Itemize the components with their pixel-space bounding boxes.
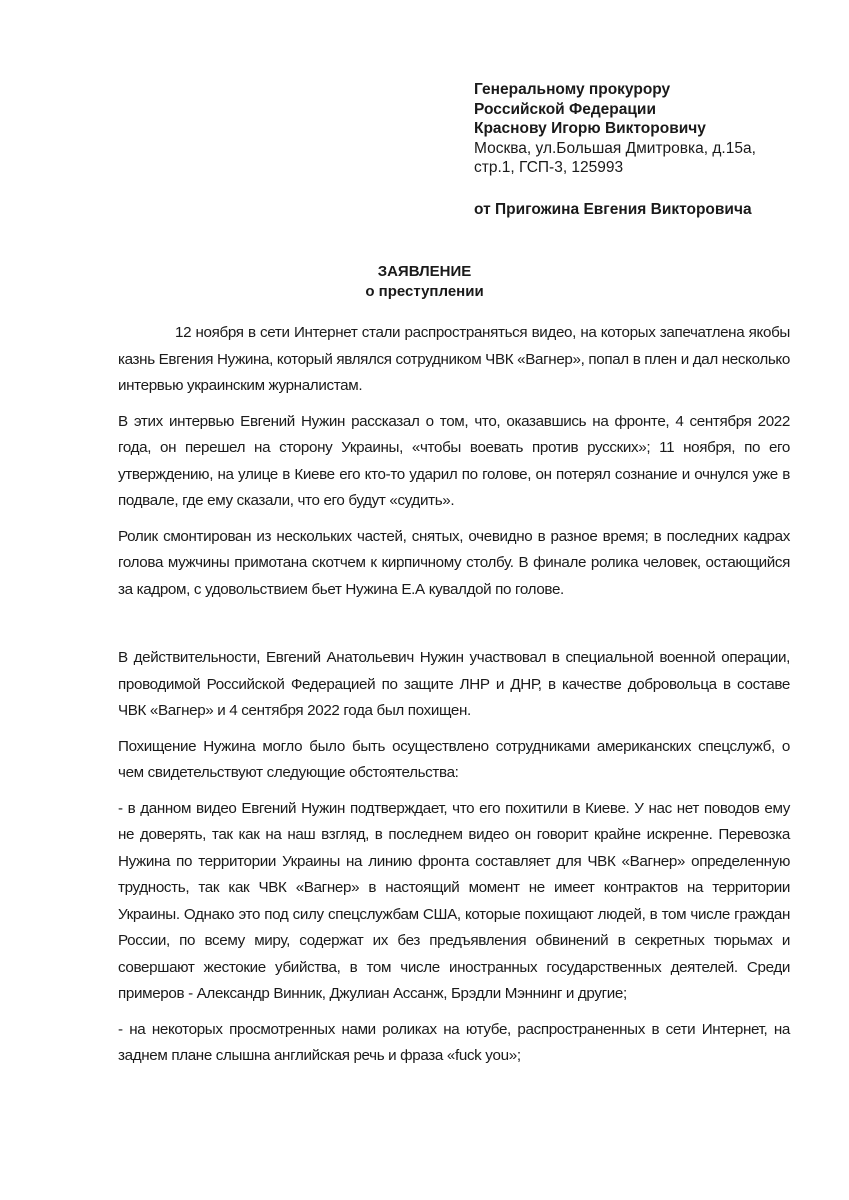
addressee-address-line-1: Москва, ул.Большая Дмитровка, д.15а, (474, 139, 756, 157)
paragraph-2: В этих интервью Евгений Нужин рассказал о том, что, оказавшись на фронте, 4 сентября 2022 года, он перешел на сторону Украины, «чтобы воевать против русских»; 11 ноября, по его утверждению, на улице в Киеве его кто-то ударил по голове, он потерял сознание и очнулся уже в подвале, где ему сказали, что его будут «судить». (118, 412, 790, 509)
paragraph-6-list-item: - в данном видео Евгений Нужин подтверждает, что его похитили в Киеве. У нас нет поводов ему не доверять, так как на наш взгляд, в последнем видео он говорит крайне искренне. Перевозка Нужина по территории Украины на линию фронта составляет для ЧВК «Вагнер» определенную трудность, так как ЧВК «Вагнер» в настоящий момент не имеет контрактов на территории Украины. Однако это под силу спецслужбам США, которые похищают людей, в том числе граждан России, по всему миру, содержат их без предъявления обвинений в секретных тюрьмах и совершают жестокие убийства, в том числе иностранных государственных деятелей. Среди примеров - Александр Винник, Джулиан Ассанж, Брэдли Мэннинг и другие; (118, 799, 790, 1002)
paragraph-3: Ролик смонтирован из нескольких частей, снятых, очевидно в разное время; в последних кадрах голова мужчины примотана скотчем к кирпичному столбу. В финале ролика человек, остающийся за кадром, с удовольствием бьет Нужина Е.А кувалдой по голове. (118, 527, 790, 598)
paragraph-5: Похищение Нужина могло было быть осуществлено сотрудниками американских спецслужб, о чем свидетельствуют следующие обстоятельства: (118, 737, 790, 781)
addressee-line-1: Генеральному прокурору (474, 81, 671, 98)
addressee-name: Краснову Игорю Викторовичу (474, 120, 706, 137)
title-sub: о преступлении (365, 283, 484, 300)
sender-line: от Пригожина Евгения Викторовича (474, 200, 752, 218)
paragraph-7-list-item: - на некоторых просмотренных нами роликах на ютубе, распространенных в сети Интернет, на заднем плане слышна английская речь и фраза «fuck you»; (118, 1020, 790, 1064)
paragraph-4: В действительности, Евгений Анатольевич Нужин участвовал в специальной военной операции, проводимой Российской Федерацией по защите ЛНР и ДНР, в качестве добровольца в составе ЧВК «Вагнер» и 4 сентября 2022 года был похищен. (118, 649, 790, 719)
document-body (118, 320, 790, 1079)
addressee-line-2: Российской Федерации (474, 100, 656, 118)
paragraph-1: 12 ноября в сети Интернет стали распространяться видео, на которых запечатлена якобы казнь Евгения Нужина, который являлся сотрудником ЧВК «Вагнер», попал в плен и дал несколько интервью украинским журналистам. (118, 324, 790, 394)
addressee-address-line-2: стр.1, ГСП-3, 125993 (474, 159, 624, 176)
document-title (0, 262, 849, 302)
addressee-block (474, 80, 814, 219)
title-main: ЗАЯВЛЕНИЕ (377, 263, 472, 280)
